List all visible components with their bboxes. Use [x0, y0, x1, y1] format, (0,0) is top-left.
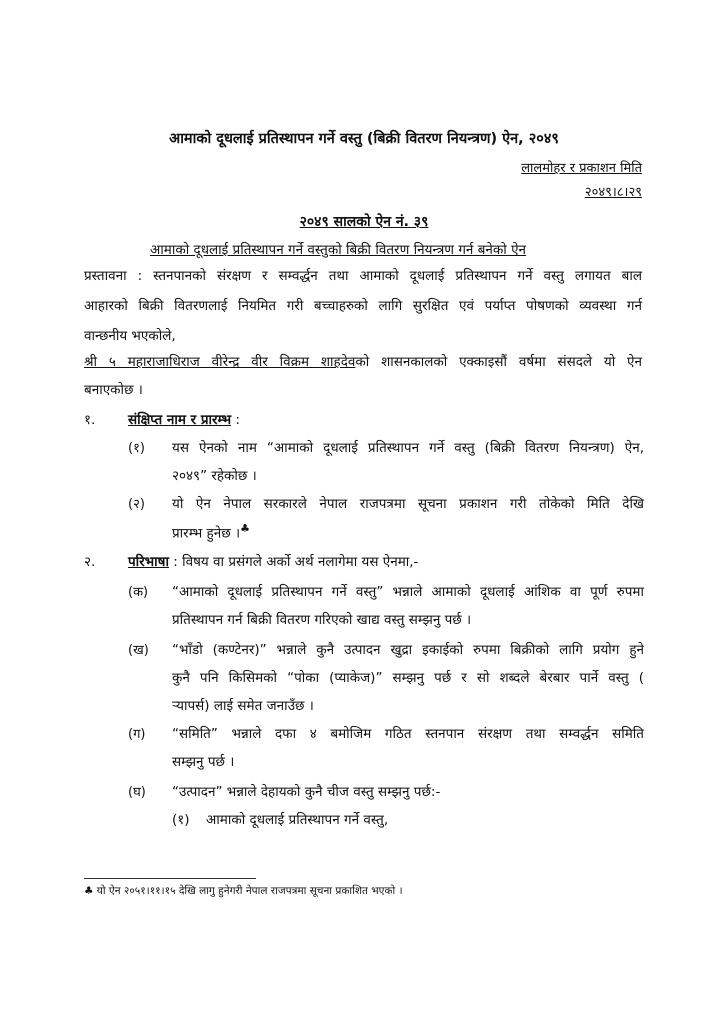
footnote-text: यो ऐन २०५१।११।१५ देखि लागु हुनेगरी नेपाल राजपत्रमा सूचना प्रकाशित भएको ।	[96, 885, 403, 897]
footnote-divider	[84, 878, 256, 879]
section-2-item-ka-mark: (क)	[128, 585, 149, 600]
section-2-item-ga-line-2: सम्झनु पर्छ ।	[172, 754, 235, 770]
act-number: २०४९ सालको ऐन नं. ३९	[299, 214, 429, 230]
section-1-item-2-line-1: यो ऐन नेपाल सरकारले नेपाल राजपत्रमा सूचना प्रकाशन गरी तोकेको मिति देखि	[172, 496, 644, 512]
section-1-colon: :	[231, 412, 240, 428]
act-subtitle: आमाको दूधलाई प्रतिस्थापन गर्ने वस्तुको बिक्री वितरण नियन्त्रण गर्न बनेको ऐन	[150, 242, 527, 258]
section-2-heading	[128, 552, 418, 570]
section-2-item-kha-line-1: “भाँडो (कण्टेनर)” भन्नाले कुनै उत्पादन खुद्रा इकाईको रुपमा बिक्रीको लागि प्रयोग हुने	[172, 642, 644, 658]
section-1-item-1-mark: (१)	[128, 441, 145, 456]
section-2-item-ga-line-1: “समिति” भन्नाले दफा ४ बमोजिम गठित स्तनपान संरक्षण तथा सम्वर्द्धन समिति	[172, 726, 644, 742]
section-1-number: १.	[84, 412, 96, 428]
section-2-item-kha-mark: (ख)	[128, 643, 149, 658]
enactment-line-2: बनाएकोछ ।	[84, 382, 143, 398]
subitem-1-text: आमाको दूधलाई प्रतिस्थापन गर्ने वस्तु,	[206, 812, 389, 828]
section-2-item-ga-mark: (ग)	[128, 727, 146, 742]
section-2-heading-rest: : विषय वा प्रसंगले अर्को अर्थ नलागेमा यस ऐनमा,-	[168, 554, 419, 570]
section-2-item-gha-mark: (घ)	[128, 785, 146, 800]
section-1-item-1-line-1: यस ऐनको नाम “आमाको दूधलाई प्रतिस्थापन गर्ने वस्तु (बिक्री वितरण नियन्त्रण) ऐन,	[172, 440, 644, 456]
footnote	[84, 884, 403, 898]
section-1-item-2-line-2	[172, 522, 644, 542]
section-2-item-kha-line-2: कुनै पनि किसिमको “पोका (प्याकेज)” सम्झनु पर्छ र सो शब्दले बेरबार पार्ने वस्तु (	[172, 670, 644, 686]
seal-publication-date: २०४९।८।२९	[584, 185, 642, 200]
section-1-heading	[128, 410, 240, 428]
section-2-item-ka-line-1: “आमाको दूधलाई प्रतिस्थापन गर्ने वस्तु” भन्नाले आमाको दूधलाई आंशिक वा पूर्ण रुपमा	[172, 584, 644, 600]
subitem-1-mark: (१)	[172, 812, 190, 828]
footnote-star: ♣	[84, 885, 94, 897]
king-name: श्री ५ महाराजाधिराज वीरेन्द्र वीर विक्रम शाहदेव	[84, 354, 356, 370]
section-2-heading-text: परिभाषा	[128, 554, 169, 570]
section-1-item-2-mark: (२)	[128, 497, 145, 512]
section-2-number: २.	[84, 554, 96, 570]
enactment-line-1	[84, 352, 642, 370]
section-1-item-2-line-2-text: प्रारम्भ हुनेछ ।	[172, 525, 241, 542]
section-2-item-kha-line-3: र्‍यापर्स) लाई समेत जनाउँछ ।	[172, 698, 314, 714]
preamble-line-3: वान्छनीय भएकोले,	[84, 328, 176, 344]
preamble-line-2: आहारको बिक्री वितरणलाई नियमित गरी बच्चाहरुको लागि सुरक्षित एवं पर्याप्त पोषणको व्यवस्था गर्न	[84, 298, 642, 314]
section-1-item-1-line-2: २०४९” रहेकोछ ।	[172, 468, 257, 484]
section-2-gha-subitem-1	[172, 810, 388, 828]
seal-publication-label: लालमोहर र प्रकाशन मिति	[521, 161, 642, 176]
footnote-ref-star: ♣	[240, 522, 250, 535]
enactment-rest: को शासनकालको एक्काइसौं वर्षमा संसदले यो ऐन	[355, 354, 642, 370]
preamble-line-1: प्रस्तावना : स्तनपानको संरक्षण र सम्वर्द्धन तथा आमाको दूधलाई प्रतिस्थापन गर्ने वस्तु लगायत बाल	[84, 268, 642, 284]
section-2-item-gha-line-1: “उत्पादन” भन्नाले देहायको कुनै चीज वस्तु सम्झनु पर्छ:-	[172, 784, 441, 800]
section-1-heading-text: संक्षिप्त नाम र प्रारम्भ	[128, 412, 232, 428]
section-2-item-ka-line-2: प्रतिस्थापन गर्न बिक्री वितरण गरिएको खाद्य वस्तु सम्झनु पर्छ ।	[172, 612, 472, 628]
document-title: आमाको दूधलाई प्रतिस्थापन गर्ने वस्तु (बिक्री वितरण नियन्त्रण) ऐन, २०४९	[169, 131, 559, 147]
